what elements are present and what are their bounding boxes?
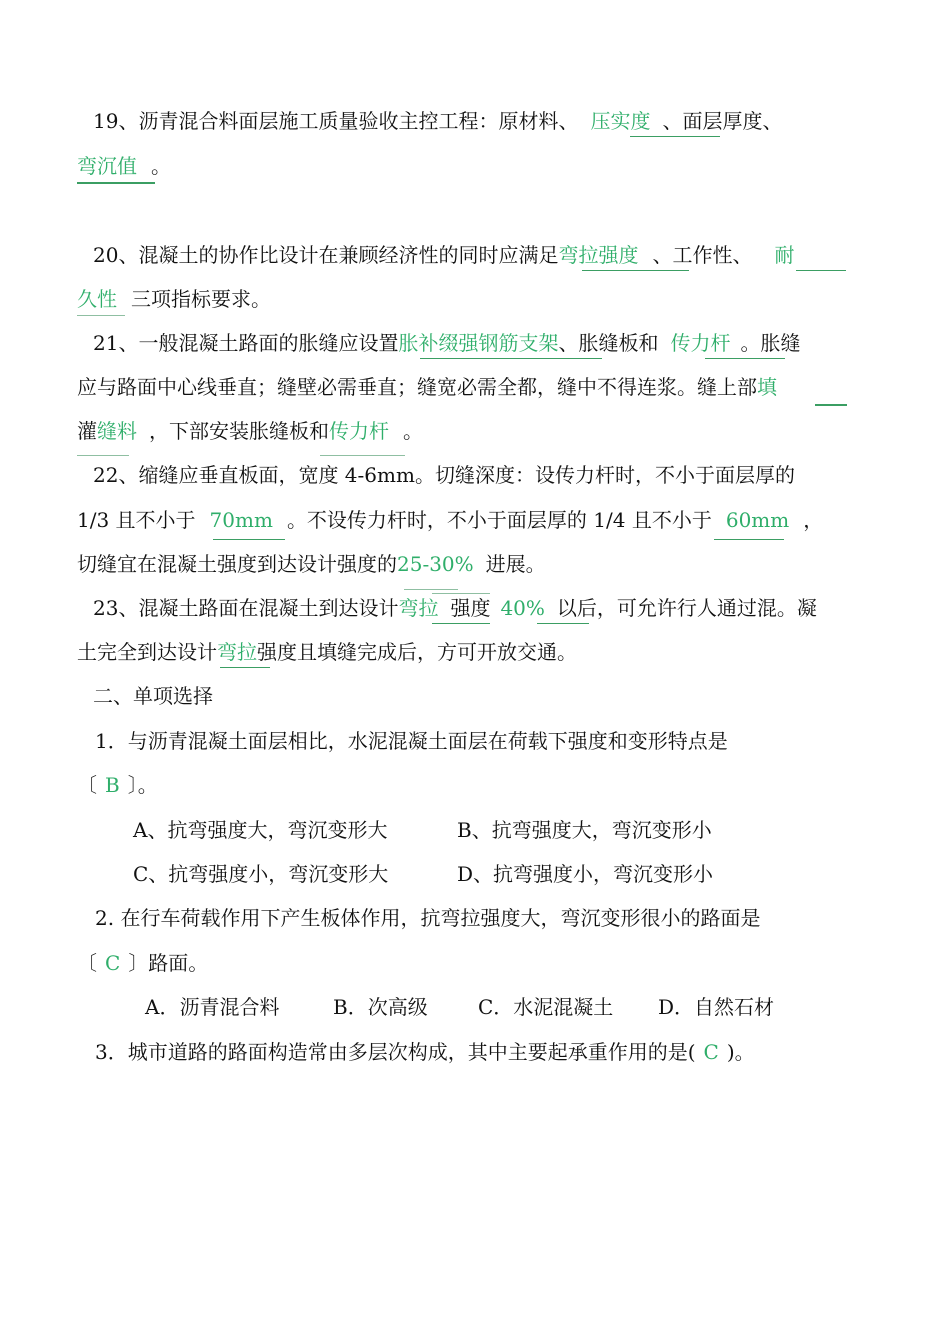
q21-text-a: 21、一般混凝土路面的胀缝应设置 (93, 331, 399, 355)
q21-text-e: 灌 (77, 419, 97, 443)
q23-text-b: 强度 (450, 596, 491, 620)
mc1-option-b-text: B、抗弯强度大，弯沉变形小 (457, 818, 712, 842)
q22-answer-1: 70mm (209, 508, 273, 532)
mc2-option-d (658, 995, 774, 1019)
mc3-close-text: )。 (726, 1040, 755, 1064)
q21-answer-4: 传力杆 (329, 419, 389, 443)
q19-line-1 (93, 109, 782, 133)
q21-line-2 (77, 375, 777, 399)
q20-text-end: 三项指标要求。 (131, 287, 271, 311)
q20-line-1 (93, 243, 794, 267)
mc2-answer: C (105, 951, 121, 975)
mc2-option-a (145, 995, 279, 1019)
q23-answer-2: 40% (500, 596, 545, 620)
mc2-close-text: 〕路面。 (128, 951, 209, 975)
mc1-stem-text: 1．与沥青混凝土面层相比，水泥混凝土面层在荷载下强度和变形特点是 (95, 729, 728, 753)
q23-text-a: 23、混凝土路面在混凝土到达设计 (93, 596, 399, 620)
q21-blank-3a-underline (815, 404, 847, 406)
mc1-option-b (457, 818, 712, 842)
q21-blank-2-underline (705, 358, 785, 359)
mc1-option-c (133, 862, 388, 886)
mc2-option-b (333, 995, 428, 1019)
mc2-stem-text: 2. 在行车荷载作用下产生板体作用，抗弯拉强度大，弯沉变形很小的路面是 (95, 906, 761, 930)
q22-blank-3-underline (404, 589, 458, 590)
mc2-answer-line (77, 951, 208, 975)
q21-blank-1-underline (420, 358, 602, 359)
mc1-open-bracket: 〔 (77, 773, 97, 797)
mc2-stem (95, 906, 760, 930)
q23-blank-2-underline (537, 623, 589, 624)
q19-answer-2: 弯沉值 (77, 154, 137, 178)
section-heading (93, 684, 213, 708)
q21-text-c: 。胀缝 (740, 331, 801, 355)
q20-answer-1: 弯拉强度 (558, 243, 639, 267)
mc1-option-a-text: A、抗弯强度大，弯沉变形大 (133, 818, 388, 842)
q21-blank-3b-underline (77, 455, 129, 456)
q19-blank-2-underline (77, 182, 155, 184)
q22-text-a: 22、缩缝应垂直板面，宽度 4-6mm。切缝深度：设传力杆时，不小于面层厚的 (93, 463, 795, 487)
q22-text-b: 1/3 且不小于 (77, 508, 196, 532)
mc1-option-a (133, 818, 387, 842)
mc2-option-a-text: A．沥青混合料 (145, 995, 280, 1019)
q20-text-b: 、工作性、 (652, 243, 753, 267)
q21-blank-4-underline (320, 455, 405, 456)
q23-top-rule (432, 593, 490, 594)
q23-line-2 (77, 640, 577, 664)
q21-answer-1: 胀补缀强钢筋支架 (398, 331, 559, 355)
section-title: 二、单项选择 (93, 684, 213, 708)
q20-answer-2b: 久性 (77, 287, 117, 311)
mc3-stem (95, 1040, 755, 1064)
q22-answer-2: 60mm (725, 508, 790, 532)
q22-blank-2-underline (714, 539, 784, 540)
q21-text-g: 。 (403, 419, 423, 443)
q19-line-2 (77, 154, 171, 178)
q23-text-d: 土完全到达设计 (77, 640, 217, 664)
q20-line-2 (77, 287, 271, 311)
mc2-option-b-text: B．次高级 (333, 995, 428, 1019)
q19-blank-1-underline (630, 136, 720, 137)
q20-blank-1-underline (582, 270, 689, 271)
q22-line-3 (77, 552, 546, 576)
q19-text-b: 、面层厚度、 (662, 109, 783, 133)
mc1-option-d (457, 862, 713, 886)
q21-answer-3b: 缝料 (97, 419, 137, 443)
mc2-option-c (478, 995, 613, 1019)
q20-blank-2b-underline (77, 315, 125, 316)
q23-line-1 (93, 596, 817, 620)
mc1-answer: B (105, 773, 120, 797)
q22-line-1 (93, 463, 795, 487)
mc3-stem-text: 3．城市道路的路面构造常由多层次构成，其中主要起承重作用的是( (95, 1040, 696, 1064)
q23-text-e: 强度且填缝完成后，方可开放交通。 (257, 640, 577, 664)
mc1-answer-line (77, 773, 158, 797)
q20-blank-2-underline (796, 270, 846, 271)
mc2-open-bracket: 〔 (77, 951, 97, 975)
q21-line-1 (93, 331, 800, 355)
q23-answer-3: 弯拉 (217, 640, 257, 664)
q23-blank-1-underline (432, 623, 490, 624)
q21-line-3 (77, 419, 423, 443)
mc1-stem (95, 729, 728, 753)
q20-text-a: 20、混凝土的协作比设计在兼顾经济性的同时应满足 (93, 243, 559, 267)
q19-text-a: 19、沥青混合料面层施工质量验收主控工程：原材料、 (93, 109, 579, 133)
q21-text-f: ，下部安装胀缝板和 (149, 419, 329, 443)
q22-text-e: 切缝宜在混凝土强度到达设计强度的 (77, 552, 397, 576)
q23-answer-1: 弯拉 (398, 596, 439, 620)
q19-text-end: 。 (151, 154, 171, 178)
q22-blank-1-underline (213, 539, 285, 540)
q23-blank-3-underline (220, 667, 270, 668)
q22-answer-3: 25-30% (397, 552, 474, 576)
mc2-option-c-text: C．水泥混凝土 (478, 995, 614, 1019)
q19-answer-1: 压实度 (590, 109, 651, 133)
q22-text-d: ， (803, 508, 824, 532)
q21-text-d: 应与路面中心线垂直；缝壁必需垂直；缝宽必需全都，缝中不得连浆。缝上部 (77, 375, 757, 399)
q22-text-c: 。不设传力杆时，不小于面层厚的 1/4 且不小于 (286, 508, 712, 532)
mc2-option-d-text: D．自然石材 (658, 995, 775, 1019)
q23-text-c: 以后，可允许行人通过混。凝 (556, 596, 817, 620)
q21-answer-3a: 填 (757, 375, 777, 399)
mc1-close-bracket: 〕。 (127, 773, 158, 797)
q22-line-2 (77, 508, 823, 532)
mc1-option-c-text: C、抗弯强度小，弯沉变形大 (133, 862, 389, 886)
q21-answer-2: 传力杆 (670, 331, 731, 355)
q20-answer-2a: 耐 (774, 243, 795, 267)
q21-text-b: 、胀缝板和 (558, 331, 659, 355)
mc1-option-d-text: D、抗弯强度小，弯沉变形小 (457, 862, 714, 886)
q22-text-f: 进展。 (485, 552, 546, 576)
mc3-answer: C (703, 1040, 719, 1064)
